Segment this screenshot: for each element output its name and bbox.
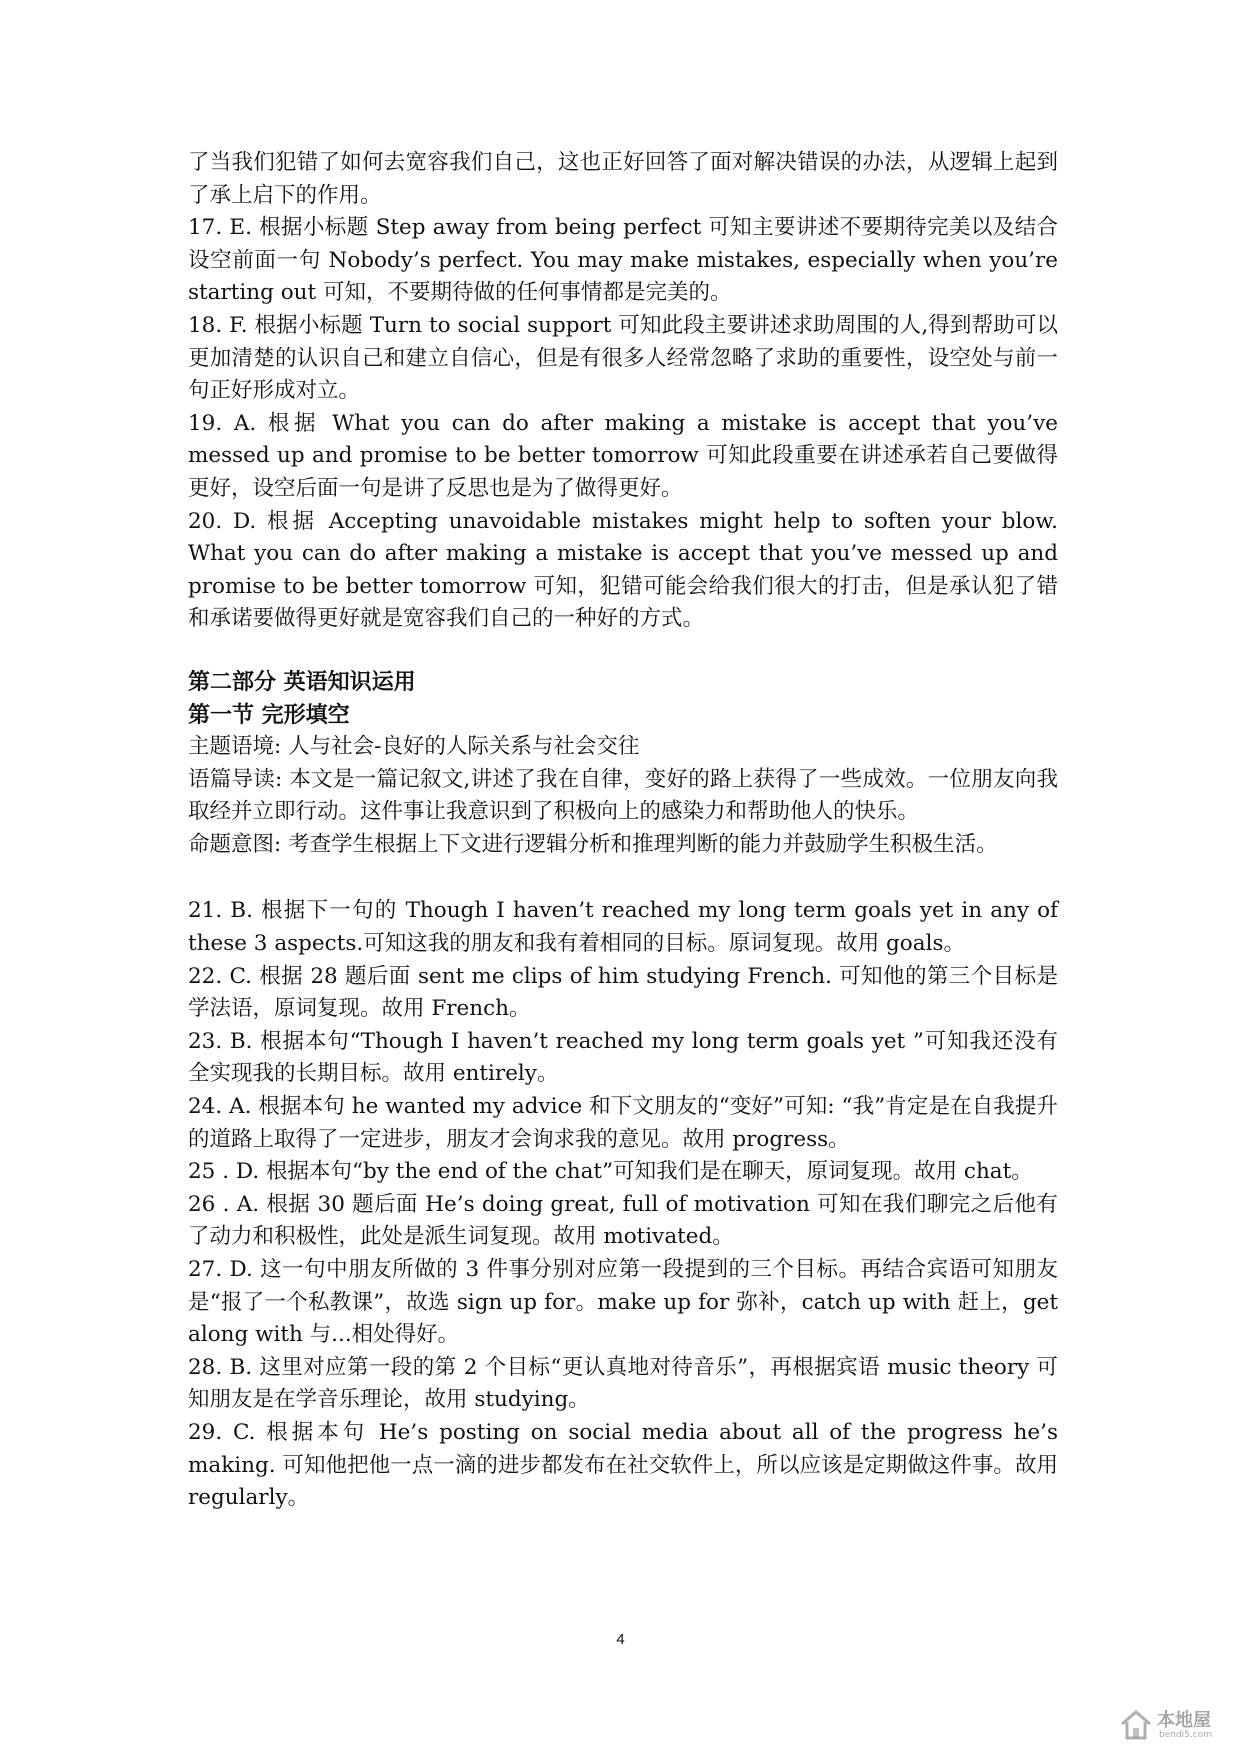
answer-explanation: 23. B. 根据本句“Though I haven’t reached my long term goals yet ”可知我还没有全实现我的长期目标。故用 entirely。 xyxy=(188,1028,1058,1087)
page-number: 4 xyxy=(616,1631,625,1648)
answer-explanation: 28. B. 这里对应第一段的第 2 个目标“更认真地对待音乐”，再根据宾语 music theory 可知朋友是在学音乐理论，故用 studying。 xyxy=(188,1354,1058,1413)
answer-explanation: 29. C. 根据本句 He’s posting on social media about all of the progress he’s making. 可知他把他一点一滴的进步都发布在社交软件上，所以应该是定期做这件事。故用 regularly。 xyxy=(188,1419,1058,1511)
answer-explanation: 22. C. 根据 28 题后面 sent me clips of him studying French. 可知他的第三个目标是学法语，原词复现。故用 French。 xyxy=(188,963,1058,1022)
answer-explanation: 21. B. 根据下一句的 Though I haven’t reached my long term goals yet in any of these 3 aspects.可知这我的朋友和我有着相同的目标。原词复现。故用 goals。 xyxy=(188,898,1058,957)
spacer xyxy=(188,636,1058,666)
spacer xyxy=(188,861,1058,895)
answer-explanation: 17. E. 根据小标题 Step away from being perfect 可知主要讲述不要期待完美以及结合设空前面一句 Nobody’s perfect. You may make mistakes, especially when you’re starting out 可知，不要期待做的任何事情都是完美的。 xyxy=(188,215,1058,306)
passage-intro: 语篇导读: 本文是一篇记叙文,讲述了我在自律，变好的路上获得了一些成效。一位朋友向我取经并立即行动。这件事让我意识到了积极向上的感染力和帮助他人的快乐。 xyxy=(188,766,1058,825)
watermark-url: bendi5.com xyxy=(1159,1730,1212,1740)
answer-explanation: 20. D. 根据 Accepting unavoidable mistakes might help to soften your blow. What you can do after making a mistake is accept that you’ve messed up and promise to be better tomorrow 可知，犯错可能会给我们很大的打击，但是承认犯了错和承诺要做得更好就是宽容我们自己的一种好的方式。 xyxy=(188,508,1058,632)
answer-explanation: 19. A. 根据 What you can do after making a mistake is accept that you’ve messed up and promise to be better tomorrow 可知此段重要在讲述承若自己要做得更好，设空后面一句是讲了反思也是为了做得更好。 xyxy=(188,410,1058,501)
part-title: 第二部分 英语知识运用 xyxy=(188,668,416,695)
answer-explanation: 了当我们犯错了如何去宽容我们自己，这也正好回答了面对解决错误的办法，从逻辑上起到了承上启下的作用。 xyxy=(188,150,1058,208)
house-icon xyxy=(1119,1708,1153,1742)
cloze-answers xyxy=(188,895,1058,1514)
watermark-logo xyxy=(1119,1706,1227,1746)
theme-line: 主题语境: 人与社会-良好的人际关系与社会交往 xyxy=(188,734,640,760)
question-intent: 命题意图: 考查学生根据上下文进行逻辑分析和推理判断的能力并鼓励学生积极生活。 xyxy=(188,831,998,857)
answer-explanation: 18. F. 根据小标题 Turn to social support 可知此段主要讲述求助周围的人,得到帮助可以更加清楚的认识自己和建立自信心，但是有很多人经常忽略了求助的重要性，设空处与前一句正好形成对立。 xyxy=(188,312,1058,404)
answer-explanation: 25 . D. 根据本句“by the end of the chat”可知我们是在聊天，原词复现。故用 chat。 xyxy=(188,1159,1033,1185)
answer-explanations-part1 xyxy=(188,147,1058,636)
section-title: 第一节 完形填空 xyxy=(188,701,350,728)
document-body xyxy=(188,147,1058,1515)
answer-explanation: 26 . A. 根据 30 题后面 He’s doing great, full of motivation 可知在我们聊完之后他有了动力和积极性，此处是派生词复现。故用 motivated。 xyxy=(188,1191,1058,1250)
answer-explanation: 27. D. 这一句中朋友所做的 3 件事分别对应第一段提到的三个目标。再结合宾语可知朋友是“报了一个私教课”，故选 sign up for。make up for 弥补，catch up with 赶上，get along with 与...相处得好。 xyxy=(188,1257,1058,1348)
answer-explanation: 24. A. 根据本句 he wanted my advice 和下文朋友的“变好”可知: “我”肯定是在自我提升的道路上取得了一定进步，朋友才会询求我的意见。故用 progress。 xyxy=(188,1094,1058,1152)
watermark-name: 本地屋 xyxy=(1157,1710,1211,1731)
